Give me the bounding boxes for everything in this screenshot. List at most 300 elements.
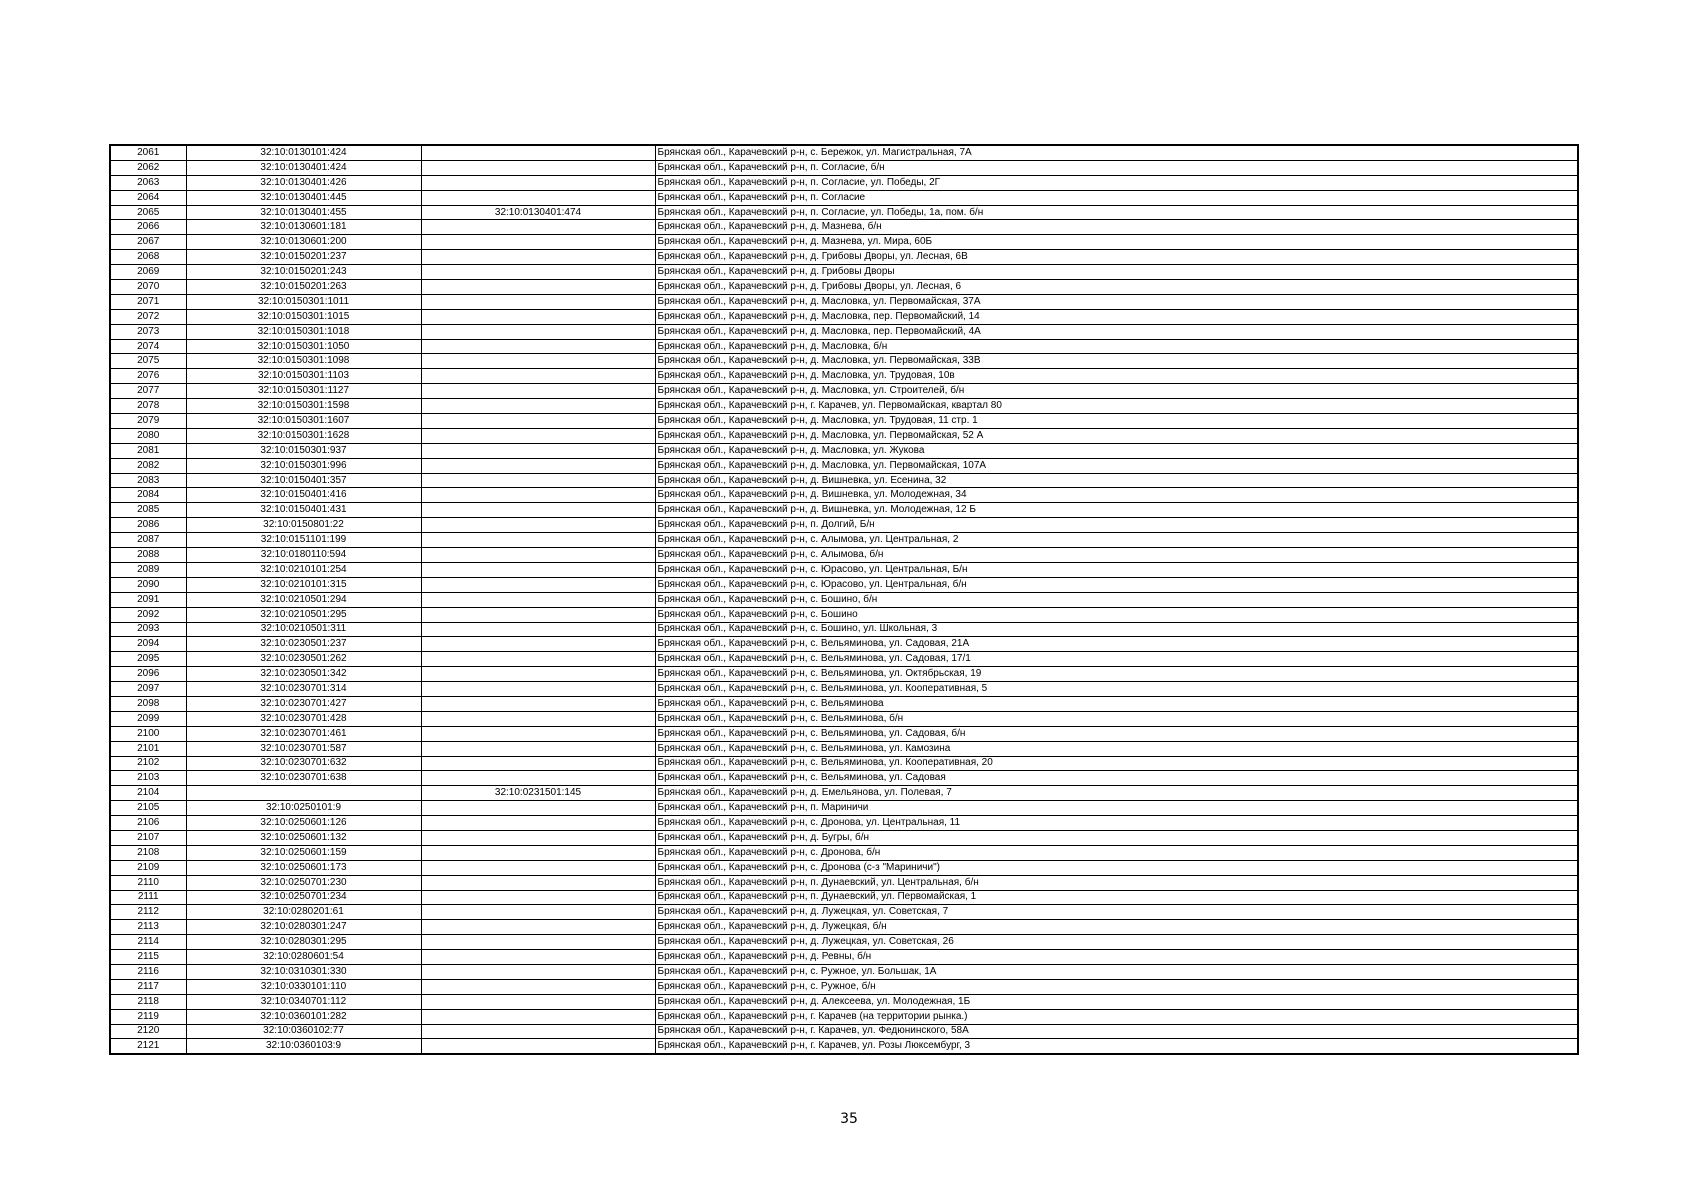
- row-number-cell: 2070: [110, 280, 186, 295]
- cadastral-number-cell: 32:10:0280601:54: [186, 950, 421, 965]
- related-cadastral-number-cell: [421, 1024, 655, 1039]
- cadastral-number-cell: 32:10:0150401:431: [186, 503, 421, 518]
- cadastral-number-cell: 32:10:0150301:1127: [186, 384, 421, 399]
- related-cadastral-number-cell: [421, 622, 655, 637]
- related-cadastral-number-cell: [421, 175, 655, 190]
- property-table-body: [110, 145, 1578, 1054]
- row-number-cell: 2095: [110, 652, 186, 667]
- cadastral-number-cell: 32:10:0150301:1628: [186, 428, 421, 443]
- cadastral-number-cell: 32:10:0150301:996: [186, 458, 421, 473]
- address-cell: Брянская обл., Карачевский р-н, п. Дунаевский, ул. Первомайская, 1: [655, 890, 1578, 905]
- cadastral-number-cell: 32:10:0210501:294: [186, 592, 421, 607]
- related-cadastral-number-cell: [421, 950, 655, 965]
- related-cadastral-number-cell: [421, 473, 655, 488]
- related-cadastral-number-cell: [421, 339, 655, 354]
- table-row: [110, 384, 1578, 399]
- row-number-cell: 2064: [110, 190, 186, 205]
- cadastral-number-cell: 32:10:0360102:77: [186, 1024, 421, 1039]
- cadastral-number-cell: 32:10:0230701:461: [186, 726, 421, 741]
- row-number-cell: 2062: [110, 160, 186, 175]
- cadastral-number-cell: 32:10:0280201:61: [186, 905, 421, 920]
- related-cadastral-number-cell: [421, 294, 655, 309]
- row-number-cell: 2072: [110, 309, 186, 324]
- cadastral-number-cell: 32:10:0250601:173: [186, 860, 421, 875]
- cadastral-number-cell: 32:10:0230701:314: [186, 682, 421, 697]
- table-row: [110, 473, 1578, 488]
- cadastral-number-cell: 32:10:0150301:1011: [186, 294, 421, 309]
- cadastral-number-cell: 32:10:0130401:445: [186, 190, 421, 205]
- address-cell: Брянская обл., Карачевский р-н, с. Вельяминова, ул. Кооперативная, 20: [655, 756, 1578, 771]
- table-row: [110, 964, 1578, 979]
- cadastral-number-cell: 32:10:0230501:262: [186, 652, 421, 667]
- related-cadastral-number-cell: [421, 994, 655, 1009]
- related-cadastral-number-cell: [421, 637, 655, 652]
- table-row: [110, 503, 1578, 518]
- related-cadastral-number-cell: [421, 488, 655, 503]
- related-cadastral-number-cell: 32:10:0130401:474: [421, 205, 655, 220]
- address-cell: Брянская обл., Карачевский р-н, с. Вельяминова, ул. Садовая: [655, 771, 1578, 786]
- related-cadastral-number-cell: [421, 235, 655, 250]
- row-number-cell: 2063: [110, 175, 186, 190]
- related-cadastral-number-cell: [421, 399, 655, 414]
- address-cell: Брянская обл., Карачевский р-н, с. Вельяминова, ул. Кооперативная, 5: [655, 682, 1578, 697]
- address-cell: Брянская обл., Карачевский р-н, с. Ружное, ул. Большак, 1А: [655, 964, 1578, 979]
- table-row: [110, 339, 1578, 354]
- table-row: [110, 399, 1578, 414]
- address-cell: Брянская обл., Карачевский р-н, д. Мазнева, ул. Мира, 60Б: [655, 235, 1578, 250]
- address-cell: Брянская обл., Карачевский р-н, д. Масловка, ул. Первомайская, 33В: [655, 354, 1578, 369]
- related-cadastral-number-cell: [421, 935, 655, 950]
- row-number-cell: 2083: [110, 473, 186, 488]
- related-cadastral-number-cell: [421, 1009, 655, 1024]
- table-row: [110, 711, 1578, 726]
- row-number-cell: 2120: [110, 1024, 186, 1039]
- address-cell: Брянская обл., Карачевский р-н, д. Масловка, ул. Строителей, б/н: [655, 384, 1578, 399]
- cadastral-number-cell: 32:10:0250701:234: [186, 890, 421, 905]
- table-row: [110, 860, 1578, 875]
- related-cadastral-number-cell: [421, 324, 655, 339]
- address-cell: Брянская обл., Карачевский р-н, д. Масловка, ул. Первомайская, 52 А: [655, 428, 1578, 443]
- related-cadastral-number-cell: [421, 964, 655, 979]
- cadastral-number-cell: 32:10:0280301:295: [186, 935, 421, 950]
- row-number-cell: 2080: [110, 428, 186, 443]
- table-row: [110, 458, 1578, 473]
- table-row: [110, 443, 1578, 458]
- table-row: [110, 488, 1578, 503]
- related-cadastral-number-cell: [421, 518, 655, 533]
- table-row: [110, 1024, 1578, 1039]
- related-cadastral-number-cell: [421, 443, 655, 458]
- row-number-cell: 2110: [110, 875, 186, 890]
- address-cell: Брянская обл., Карачевский р-н, с. Бошино: [655, 607, 1578, 622]
- table-row: [110, 250, 1578, 265]
- address-cell: Брянская обл., Карачевский р-н, с. Вельяминова: [655, 696, 1578, 711]
- row-number-cell: 2115: [110, 950, 186, 965]
- related-cadastral-number-cell: [421, 220, 655, 235]
- address-cell: Брянская обл., Карачевский р-н, д. Вишневка, ул. Молодежная, 34: [655, 488, 1578, 503]
- address-cell: Брянская обл., Карачевский р-н, с. Бошино, ул. Школьная, 3: [655, 622, 1578, 637]
- cadastral-number-cell: 32:10:0250701:230: [186, 875, 421, 890]
- address-cell: Брянская обл., Карачевский р-н, д. Вишневка, ул. Есенина, 32: [655, 473, 1578, 488]
- row-number-cell: 2073: [110, 324, 186, 339]
- address-cell: Брянская обл., Карачевский р-н, с. Вельяминова, б/н: [655, 711, 1578, 726]
- address-cell: Брянская обл., Карачевский р-н, п. Согласие: [655, 190, 1578, 205]
- address-cell: Брянская обл., Карачевский р-н, п. Мариничи: [655, 801, 1578, 816]
- table-row: [110, 845, 1578, 860]
- table-row: [110, 533, 1578, 548]
- related-cadastral-number-cell: [421, 979, 655, 994]
- address-cell: Брянская обл., Карачевский р-н, д. Масловка, ул. Жукова: [655, 443, 1578, 458]
- related-cadastral-number-cell: [421, 265, 655, 280]
- table-row: [110, 145, 1578, 160]
- related-cadastral-number-cell: [421, 920, 655, 935]
- address-cell: Брянская обл., Карачевский р-н, д. Лужецкая, ул. Советская, 26: [655, 935, 1578, 950]
- cadastral-number-cell: 32:10:0150301:1018: [186, 324, 421, 339]
- cadastral-number-cell: 32:10:0130601:181: [186, 220, 421, 235]
- related-cadastral-number-cell: [421, 577, 655, 592]
- related-cadastral-number-cell: [421, 250, 655, 265]
- related-cadastral-number-cell: [421, 160, 655, 175]
- address-cell: Брянская обл., Карачевский р-н, г. Карачев, ул. Федюнинского, 58А: [655, 1024, 1578, 1039]
- row-number-cell: 2114: [110, 935, 186, 950]
- address-cell: Брянская обл., Карачевский р-н, д. Грибовы Дворы, ул. Лесная, 6В: [655, 250, 1578, 265]
- row-number-cell: 2121: [110, 1039, 186, 1054]
- table-row: [110, 280, 1578, 295]
- row-number-cell: 2067: [110, 235, 186, 250]
- row-number-cell: 2119: [110, 1009, 186, 1024]
- address-cell: Брянская обл., Карачевский р-н, с. Ружное, б/н: [655, 979, 1578, 994]
- address-cell: Брянская обл., Карачевский р-н, с. Вельяминова, ул. Садовая, 21А: [655, 637, 1578, 652]
- related-cadastral-number-cell: [421, 845, 655, 860]
- cadastral-number-cell: [186, 786, 421, 801]
- cadastral-number-cell: 32:10:0250601:159: [186, 845, 421, 860]
- address-cell: Брянская обл., Карачевский р-н, с. Дронова, ул. Центральная, 11: [655, 816, 1578, 831]
- related-cadastral-number-cell: [421, 190, 655, 205]
- row-number-cell: 2092: [110, 607, 186, 622]
- table-row: [110, 190, 1578, 205]
- related-cadastral-number-cell: [421, 369, 655, 384]
- address-cell: Брянская обл., Карачевский р-н, д. Мазнева, б/н: [655, 220, 1578, 235]
- related-cadastral-number-cell: [421, 562, 655, 577]
- related-cadastral-number-cell: [421, 428, 655, 443]
- table-row: [110, 1039, 1578, 1054]
- related-cadastral-number-cell: [421, 726, 655, 741]
- related-cadastral-number-cell: [421, 354, 655, 369]
- table-row: [110, 592, 1578, 607]
- row-number-cell: 2106: [110, 816, 186, 831]
- row-number-cell: 2088: [110, 548, 186, 563]
- row-number-cell: 2101: [110, 741, 186, 756]
- cadastral-number-cell: 32:10:0280301:247: [186, 920, 421, 935]
- cadastral-number-cell: 32:10:0130401:455: [186, 205, 421, 220]
- cadastral-number-cell: 32:10:0150301:1607: [186, 414, 421, 429]
- row-number-cell: 2068: [110, 250, 186, 265]
- cadastral-number-cell: 32:10:0230701:587: [186, 741, 421, 756]
- address-cell: Брянская обл., Карачевский р-н, с. Бошино, б/н: [655, 592, 1578, 607]
- table-row: [110, 428, 1578, 443]
- table-row: [110, 175, 1578, 190]
- row-number-cell: 2098: [110, 696, 186, 711]
- related-cadastral-number-cell: [421, 890, 655, 905]
- table-row: [110, 265, 1578, 280]
- cadastral-number-cell: 32:10:0250101:9: [186, 801, 421, 816]
- related-cadastral-number-cell: [421, 607, 655, 622]
- row-number-cell: 2087: [110, 533, 186, 548]
- row-number-cell: 2076: [110, 369, 186, 384]
- related-cadastral-number-cell: [421, 145, 655, 160]
- address-cell: Брянская обл., Карачевский р-н, д. Грибовы Дворы: [655, 265, 1578, 280]
- related-cadastral-number-cell: [421, 309, 655, 324]
- related-cadastral-number-cell: [421, 1039, 655, 1054]
- related-cadastral-number-cell: [421, 875, 655, 890]
- related-cadastral-number-cell: [421, 682, 655, 697]
- related-cadastral-number-cell: [421, 652, 655, 667]
- related-cadastral-number-cell: [421, 503, 655, 518]
- row-number-cell: 2066: [110, 220, 186, 235]
- row-number-cell: 2089: [110, 562, 186, 577]
- cadastral-number-cell: 32:10:0250601:132: [186, 830, 421, 845]
- table-row: [110, 979, 1578, 994]
- cadastral-number-cell: 32:10:0130401:424: [186, 160, 421, 175]
- cadastral-number-cell: 32:10:0310301:330: [186, 964, 421, 979]
- table-row: [110, 726, 1578, 741]
- table-row: [110, 637, 1578, 652]
- address-cell: Брянская обл., Карачевский р-н, д. Лужецкая, б/н: [655, 920, 1578, 935]
- cadastral-number-cell: 32:10:0180110:594: [186, 548, 421, 563]
- related-cadastral-number-cell: [421, 741, 655, 756]
- cadastral-number-cell: 32:10:0130401:426: [186, 175, 421, 190]
- table-row: [110, 935, 1578, 950]
- cadastral-number-cell: 32:10:0150201:237: [186, 250, 421, 265]
- address-cell: Брянская обл., Карачевский р-н, п. Согласие, ул. Победы, 2Г: [655, 175, 1578, 190]
- table-row: [110, 875, 1578, 890]
- cadastral-number-cell: 32:10:0150301:1098: [186, 354, 421, 369]
- cadastral-number-cell: 32:10:0150301:1015: [186, 309, 421, 324]
- address-cell: Брянская обл., Карачевский р-н, с. Бережок, ул. Магистральная, 7А: [655, 145, 1578, 160]
- address-cell: Брянская обл., Карачевский р-н, с. Дронова, б/н: [655, 845, 1578, 860]
- related-cadastral-number-cell: [421, 533, 655, 548]
- row-number-cell: 2096: [110, 667, 186, 682]
- address-cell: Брянская обл., Карачевский р-н, с. Вельяминова, ул. Камозина: [655, 741, 1578, 756]
- table-row: [110, 562, 1578, 577]
- table-row: [110, 577, 1578, 592]
- address-cell: Брянская обл., Карачевский р-н, д. Алексеева, ул. Молодежная, 1Б: [655, 994, 1578, 1009]
- address-cell: Брянская обл., Карачевский р-н, с. Вельяминова, ул. Октябрьская, 19: [655, 667, 1578, 682]
- cadastral-number-cell: 32:10:0360103:9: [186, 1039, 421, 1054]
- related-cadastral-number-cell: [421, 711, 655, 726]
- related-cadastral-number-cell: [421, 756, 655, 771]
- table-row: [110, 518, 1578, 533]
- cadastral-number-cell: 32:10:0230701:428: [186, 711, 421, 726]
- table-row: [110, 294, 1578, 309]
- table-row: [110, 324, 1578, 339]
- cadastral-number-cell: 32:10:0210501:311: [186, 622, 421, 637]
- row-number-cell: 2107: [110, 830, 186, 845]
- row-number-cell: 2084: [110, 488, 186, 503]
- table-row: [110, 786, 1578, 801]
- row-number-cell: 2109: [110, 860, 186, 875]
- address-cell: Брянская обл., Карачевский р-н, д. Масловка, пер. Первомайский, 14: [655, 309, 1578, 324]
- table-row: [110, 816, 1578, 831]
- table-row: [110, 369, 1578, 384]
- address-cell: Брянская обл., Карачевский р-н, г. Карачев (на территории рынка.): [655, 1009, 1578, 1024]
- row-number-cell: 2105: [110, 801, 186, 816]
- row-number-cell: 2082: [110, 458, 186, 473]
- address-cell: Брянская обл., Карачевский р-н, п. Долгий, Б/н: [655, 518, 1578, 533]
- row-number-cell: 2118: [110, 994, 186, 1009]
- related-cadastral-number-cell: 32:10:0231501:145: [421, 786, 655, 801]
- cadastral-number-cell: 32:10:0150301:937: [186, 443, 421, 458]
- cadastral-number-cell: 32:10:0151101:199: [186, 533, 421, 548]
- address-cell: Брянская обл., Карачевский р-н, г. Карачев, ул. Розы Люксембург, 3: [655, 1039, 1578, 1054]
- related-cadastral-number-cell: [421, 458, 655, 473]
- table-row: [110, 622, 1578, 637]
- row-number-cell: 2116: [110, 964, 186, 979]
- address-cell: Брянская обл., Карачевский р-н, д. Ревны, б/н: [655, 950, 1578, 965]
- row-number-cell: 2079: [110, 414, 186, 429]
- table-row: [110, 696, 1578, 711]
- table-row: [110, 890, 1578, 905]
- related-cadastral-number-cell: [421, 384, 655, 399]
- table-row: [110, 682, 1578, 697]
- related-cadastral-number-cell: [421, 696, 655, 711]
- cadastral-number-cell: 32:10:0250601:126: [186, 816, 421, 831]
- table-row: [110, 607, 1578, 622]
- cadastral-number-cell: 32:10:0210101:315: [186, 577, 421, 592]
- address-cell: Брянская обл., Карачевский р-н, д. Лужецкая, ул. Советская, 7: [655, 905, 1578, 920]
- cadastral-number-cell: 32:10:0230701:427: [186, 696, 421, 711]
- address-cell: Брянская обл., Карачевский р-н, д. Вишневка, ул. Молодежная, 12 Б: [655, 503, 1578, 518]
- address-cell: Брянская обл., Карачевский р-н, д. Масловка, ул. Первомайская, 107А: [655, 458, 1578, 473]
- cadastral-number-cell: 32:10:0150301:1598: [186, 399, 421, 414]
- cadastral-number-cell: 32:10:0230501:237: [186, 637, 421, 652]
- address-cell: Брянская обл., Карачевский р-н, г. Карачев, ул. Первомайская, квартал 80: [655, 399, 1578, 414]
- table-row: [110, 756, 1578, 771]
- table-row: [110, 160, 1578, 175]
- cadastral-number-cell: 32:10:0150401:357: [186, 473, 421, 488]
- table-row: [110, 414, 1578, 429]
- cadastral-number-cell: 32:10:0130101:424: [186, 145, 421, 160]
- row-number-cell: 2077: [110, 384, 186, 399]
- address-cell: Брянская обл., Карачевский р-н, с. Юрасово, ул. Центральная, б/н: [655, 577, 1578, 592]
- table-row: [110, 667, 1578, 682]
- table-row: [110, 741, 1578, 756]
- row-number-cell: 2075: [110, 354, 186, 369]
- related-cadastral-number-cell: [421, 860, 655, 875]
- address-cell: Брянская обл., Карачевский р-н, с. Юрасово, ул. Центральная, Б/н: [655, 562, 1578, 577]
- table-row: [110, 205, 1578, 220]
- cadastral-number-cell: 32:10:0150201:243: [186, 265, 421, 280]
- table-row: [110, 771, 1578, 786]
- row-number-cell: 2069: [110, 265, 186, 280]
- row-number-cell: 2117: [110, 979, 186, 994]
- address-cell: Брянская обл., Карачевский р-н, с. Вельяминова, ул. Садовая, б/н: [655, 726, 1578, 741]
- row-number-cell: 2108: [110, 845, 186, 860]
- table-row: [110, 994, 1578, 1009]
- table-row: [110, 309, 1578, 324]
- row-number-cell: 2090: [110, 577, 186, 592]
- cadastral-number-cell: 32:10:0210501:295: [186, 607, 421, 622]
- related-cadastral-number-cell: [421, 592, 655, 607]
- table-row: [110, 950, 1578, 965]
- table-row: [110, 548, 1578, 563]
- related-cadastral-number-cell: [421, 905, 655, 920]
- table-row: [110, 830, 1578, 845]
- address-cell: Брянская обл., Карачевский р-н, д. Емельянова, ул. Полевая, 7: [655, 786, 1578, 801]
- row-number-cell: 2111: [110, 890, 186, 905]
- address-cell: Брянская обл., Карачевский р-н, д. Масловка, ул. Первомайская, 37А: [655, 294, 1578, 309]
- related-cadastral-number-cell: [421, 667, 655, 682]
- cadastral-number-cell: 32:10:0230701:638: [186, 771, 421, 786]
- row-number-cell: 2091: [110, 592, 186, 607]
- cadastral-number-cell: 32:10:0330101:110: [186, 979, 421, 994]
- property-table: [109, 144, 1579, 1055]
- row-number-cell: 2071: [110, 294, 186, 309]
- table-row: [110, 1009, 1578, 1024]
- related-cadastral-number-cell: [421, 414, 655, 429]
- row-number-cell: 2065: [110, 205, 186, 220]
- cadastral-number-cell: 32:10:0150301:1103: [186, 369, 421, 384]
- related-cadastral-number-cell: [421, 801, 655, 816]
- row-number-cell: 2093: [110, 622, 186, 637]
- row-number-cell: 2104: [110, 786, 186, 801]
- address-cell: Брянская обл., Карачевский р-н, п. Согласие, б/н: [655, 160, 1578, 175]
- table-row: [110, 920, 1578, 935]
- row-number-cell: 2112: [110, 905, 186, 920]
- address-cell: Брянская обл., Карачевский р-н, д. Масловка, б/н: [655, 339, 1578, 354]
- address-cell: Брянская обл., Карачевский р-н, д. Масловка, ул. Трудовая, 10в: [655, 369, 1578, 384]
- table-row: [110, 905, 1578, 920]
- table-row: [110, 652, 1578, 667]
- row-number-cell: 2099: [110, 711, 186, 726]
- cadastral-number-cell: 32:10:0360101:282: [186, 1009, 421, 1024]
- cadastral-number-cell: 32:10:0150801:22: [186, 518, 421, 533]
- row-number-cell: 2078: [110, 399, 186, 414]
- cadastral-number-cell: 32:10:0340701:112: [186, 994, 421, 1009]
- address-cell: Брянская обл., Карачевский р-н, п. Дунаевский, ул. Центральная, б/н: [655, 875, 1578, 890]
- table-row: [110, 801, 1578, 816]
- cadastral-number-cell: 32:10:0150201:263: [186, 280, 421, 295]
- address-cell: Брянская обл., Карачевский р-н, д. Грибовы Дворы, ул. Лесная, 6: [655, 280, 1578, 295]
- address-cell: Брянская обл., Карачевский р-н, п. Согласие, ул. Победы, 1а, пом. б/н: [655, 205, 1578, 220]
- cadastral-number-cell: 32:10:0210101:254: [186, 562, 421, 577]
- address-cell: Брянская обл., Карачевский р-н, с. Алымова, б/н: [655, 548, 1578, 563]
- row-number-cell: 2102: [110, 756, 186, 771]
- address-cell: Брянская обл., Карачевский р-н, д. Бугры, б/н: [655, 830, 1578, 845]
- row-number-cell: 2094: [110, 637, 186, 652]
- related-cadastral-number-cell: [421, 830, 655, 845]
- address-cell: Брянская обл., Карачевский р-н, д. Масловка, ул. Трудовая, 11 стр. 1: [655, 414, 1578, 429]
- row-number-cell: 2113: [110, 920, 186, 935]
- row-number-cell: 2097: [110, 682, 186, 697]
- address-cell: Брянская обл., Карачевский р-н, с. Алымова, ул. Центральная, 2: [655, 533, 1578, 548]
- address-cell: Брянская обл., Карачевский р-н, с. Дронова (с-з "Мариничи"): [655, 860, 1578, 875]
- row-number-cell: 2074: [110, 339, 186, 354]
- table-row: [110, 354, 1578, 369]
- address-cell: Брянская обл., Карачевский р-н, д. Масловка, пер. Первомайский, 4А: [655, 324, 1578, 339]
- cadastral-number-cell: 32:10:0230501:342: [186, 667, 421, 682]
- related-cadastral-number-cell: [421, 280, 655, 295]
- cadastral-number-cell: 32:10:0230701:632: [186, 756, 421, 771]
- related-cadastral-number-cell: [421, 816, 655, 831]
- address-cell: Брянская обл., Карачевский р-н, с. Вельяминова, ул. Садовая, 17/1: [655, 652, 1578, 667]
- cadastral-number-cell: 32:10:0150401:416: [186, 488, 421, 503]
- related-cadastral-number-cell: [421, 771, 655, 786]
- table-row: [110, 235, 1578, 250]
- row-number-cell: 2103: [110, 771, 186, 786]
- cadastral-number-cell: 32:10:0150301:1050: [186, 339, 421, 354]
- table-row: [110, 220, 1578, 235]
